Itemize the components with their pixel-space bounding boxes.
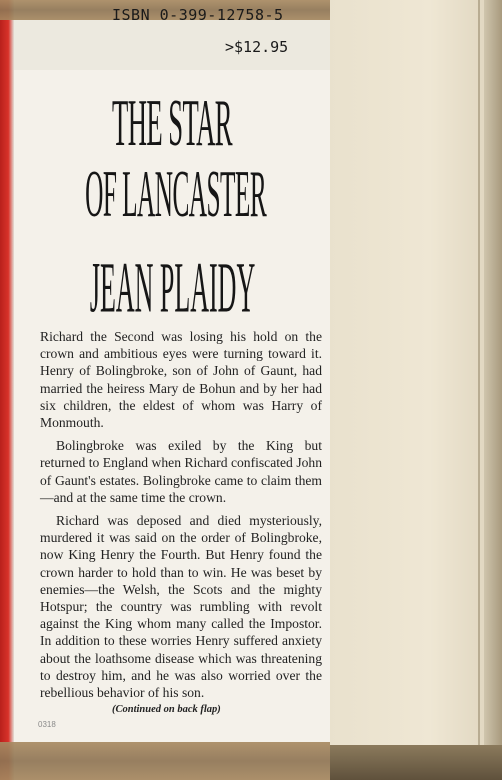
book-right-shadow	[484, 0, 502, 780]
blurb-paragraph: Richard was deposed and died mysteriously, murdered it was said on the order of Bolingbroke, now King Henry the Fourth. But Henry found the crown harder to hold than to win. He was beset by enemies—the Welsh, the Scots and the mighty Hotspur; the country was rumbling with revolt against the King whom many called the Impostor. In addition to these worries Henry suffered anxiety about the loathsome disease which was threatening to destroy him, and he was also worried over the rebellious behavior of his son.	[40, 513, 322, 701]
author-name: JEAN PLAIDY	[89, 246, 256, 328]
cover-red-edge	[0, 0, 14, 780]
flap-blurb	[40, 328, 322, 707]
flap-code: 0318	[38, 720, 56, 729]
book-title-line1: THE STAR	[112, 85, 232, 160]
blurb-paragraph: Bolingbroke was exiled by the King but returned to England when Richard confiscated John of Gaunt's estates. Bolingbroke came to claim them—and at the same time the crown.	[40, 438, 322, 505]
book-bottom-shadow	[322, 745, 502, 780]
bottom-tape-strip	[0, 742, 330, 780]
blurb-paragraph: Richard the Second was losing his hold on the crown and ambitious eyes were turning toward it. Henry of Bolingbroke, son of John of Gaunt, had married the heiress Mary de Bohun and by her had six children, the eldest of whom was Harry of Monmouth.	[40, 329, 322, 431]
book-page-edge	[322, 0, 502, 780]
isbn-sticker: ISBN 0-399-12758-5	[112, 6, 284, 24]
book-title-line2: OF LANCASTER	[85, 156, 267, 231]
book-edge-line	[478, 0, 480, 780]
continued-note: (Continued on back flap)	[112, 704, 221, 715]
price-sticker: >$12.95	[225, 38, 289, 56]
